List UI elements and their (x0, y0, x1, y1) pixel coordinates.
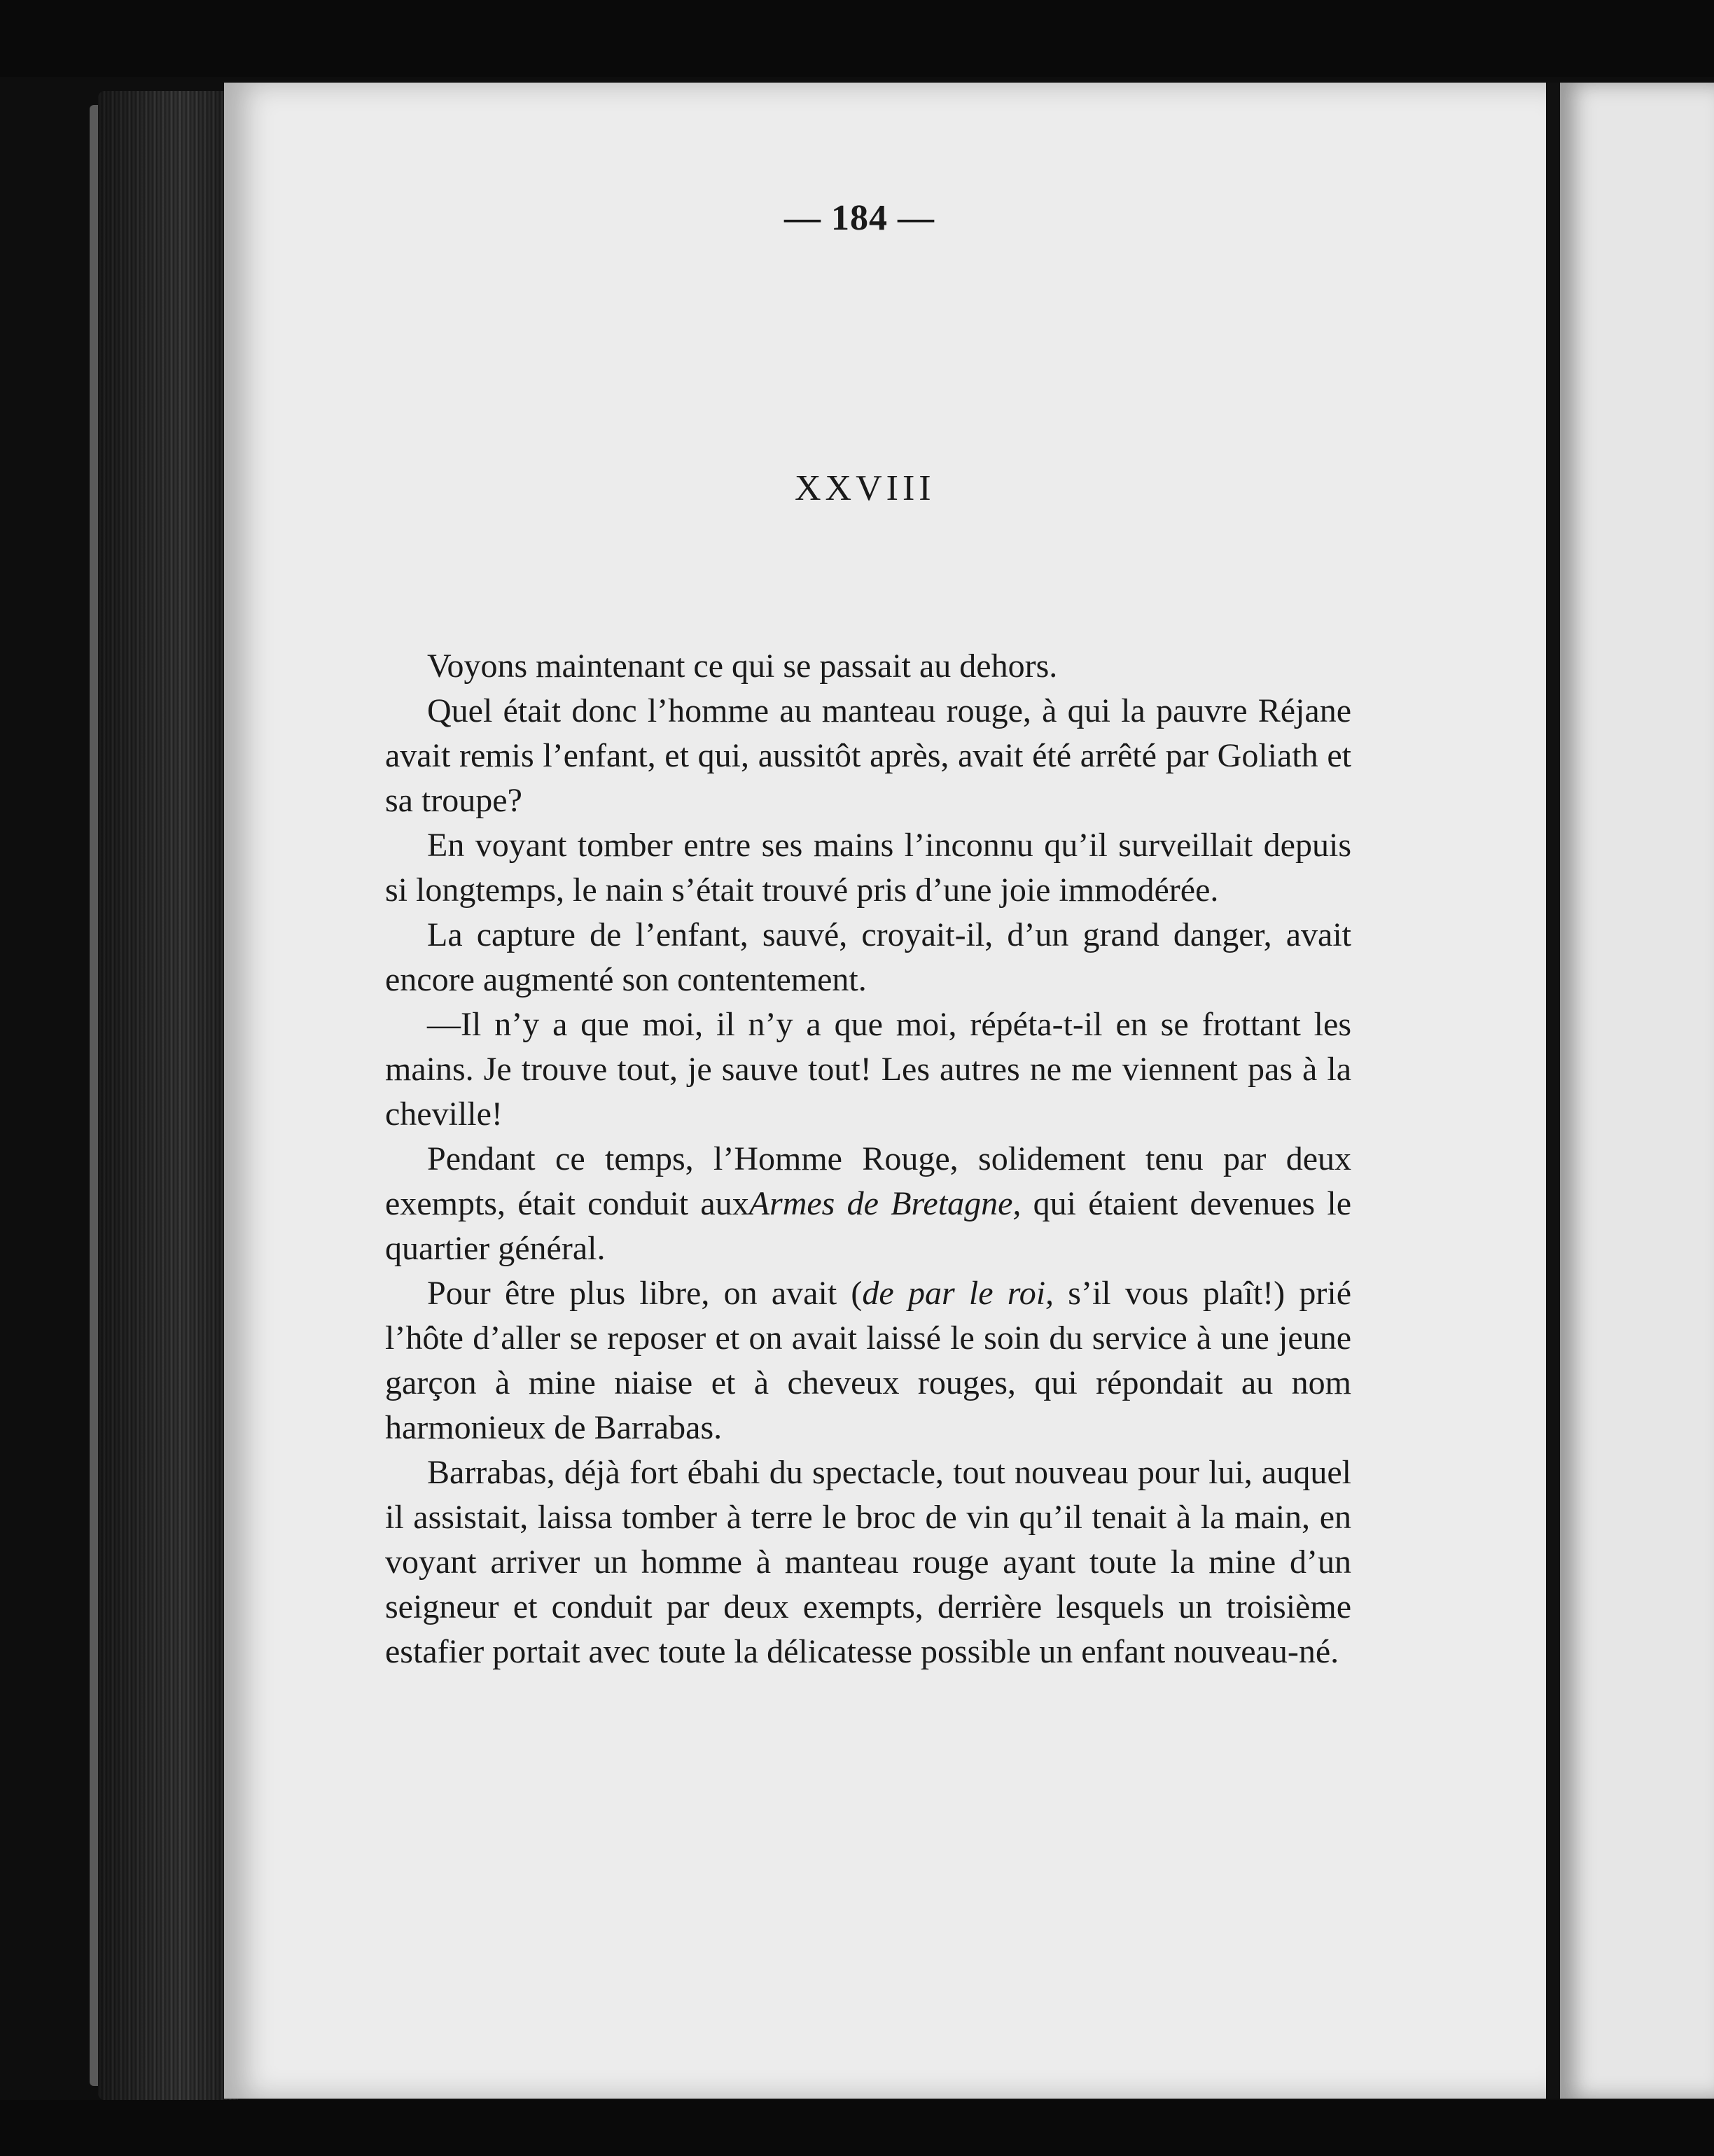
body-text (385, 644, 1351, 1674)
paragraph (385, 1137, 1351, 1271)
paragraph: —Il n’y a que moi, il n’y a que moi, répéta-t-il en se frottant les mains. Je trouve tout, je sauve tout! Les autres ne me viennent pas à la cheville! (385, 1006, 1351, 1133)
paragraph-text: s’il vous plaît!) prié l’hôte d’aller se reposer et on avait laissé le soin du service à une jeune garçon à mine niaise et à cheveux rouges, qui répondait au nom harmonieux de Barrabas. (385, 1275, 1352, 1446)
facing-page-edge (1560, 83, 1714, 2099)
paragraph (385, 1271, 1351, 1450)
paragraph-text: Pendant ce temps, l’Homme Rouge, solidement tenu par deux exempts, était conduit aux (385, 1140, 1351, 1222)
scan-background-top (0, 0, 1714, 77)
paragraph-text: Pour être plus libre, on avait ( (427, 1275, 863, 1312)
paragraph: La capture de l’enfant, sauvé, croyait-il, d’un grand danger, avait encore augmenté son contentement. (385, 916, 1351, 998)
book-page-edges-shade (98, 91, 238, 2100)
book-gutter (1546, 83, 1560, 2099)
paragraph: Voyons maintenant ce qui se passait au dehors. (427, 648, 1058, 685)
paragraph: Quel était donc l’homme au manteau rouge, à qui la pauvre Réjane avait remis l’enfant, et qui, aussitôt après, avait été arrêté par Goliath et sa troupe? (385, 692, 1351, 819)
paragraph: Barrabas, déjà fort ébahi du spectacle, tout nouveau pour lui, auquel il assistait, laissa tomber à terre le broc de vin qu’il tenait à la main, en voyant arriver un homme à manteau rouge ayant toute la mine d’un seigneur et conduit par deux exempts, derrière lesquels un troisième estafier portait avec toute la délicatesse possible un enfant nouveau-né. (385, 1454, 1351, 1670)
chapter-heading: XXVIII (795, 468, 935, 508)
scan-background-bottom (0, 2100, 1714, 2156)
paragraph-text: qui étaient devenues le quartier général. (385, 1185, 1352, 1267)
paragraph-italic-text: de par le roi, (862, 1275, 1054, 1312)
paragraph-italic-text: Armes de Bretagne, (748, 1185, 1022, 1222)
paragraph: En voyant tomber entre ses mains l’inconnu qu’il surveillait depuis si longtemps, le nain s’était trouvé pris d’une joie immodérée. (385, 827, 1351, 909)
page-number: — 184 — (784, 198, 935, 238)
